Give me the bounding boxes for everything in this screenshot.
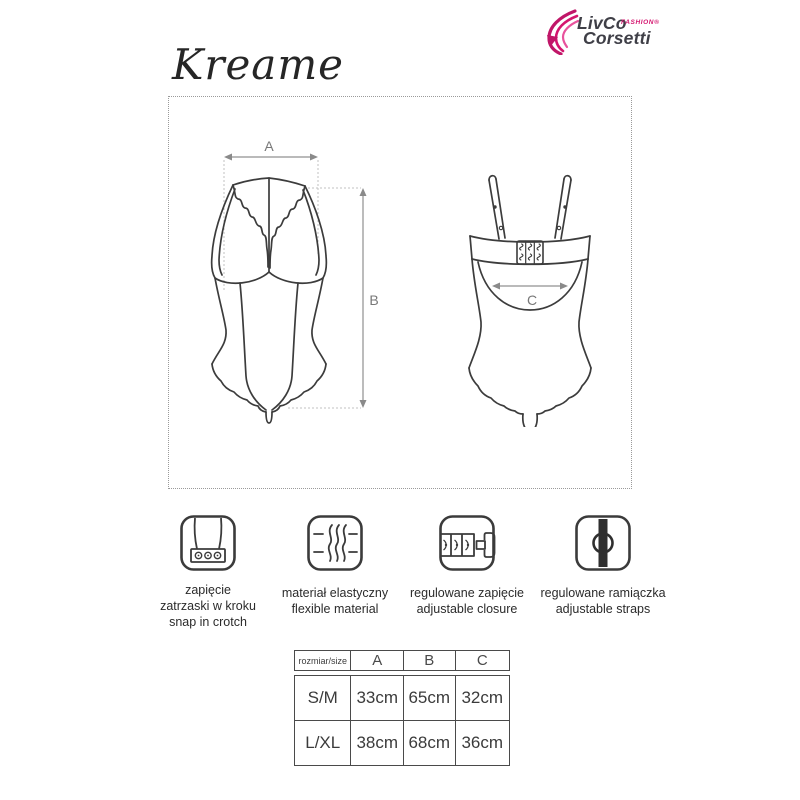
product-title: Kreame bbox=[172, 40, 345, 89]
logo-corsetti-text: Corsetti bbox=[583, 28, 651, 48]
size-table-body bbox=[294, 675, 510, 766]
feature-label-adjustable-straps: regulowane ramiączka adjustable straps bbox=[540, 586, 666, 616]
size-table-header bbox=[294, 650, 510, 671]
value-cell: 33cm bbox=[350, 676, 403, 720]
front-view-drawing bbox=[198, 138, 388, 428]
livco-swoosh-icon bbox=[544, 9, 580, 55]
back-view-drawing bbox=[455, 152, 605, 427]
feature-label-snap-crotch: zapięcie zatrzaski w kroku snap in crotch bbox=[160, 583, 256, 629]
header-cell-b: B bbox=[403, 651, 455, 670]
snap-crotch-icon bbox=[179, 514, 237, 572]
header-cell-c: C bbox=[455, 651, 510, 670]
value-cell: 38cm bbox=[350, 721, 403, 765]
size-cell: S/M bbox=[307, 688, 338, 707]
size-cell: L/XL bbox=[305, 733, 341, 752]
measure-label-c: C bbox=[526, 292, 538, 308]
adjustable-closure-icon bbox=[438, 514, 496, 572]
adjustable-straps-icon bbox=[574, 514, 632, 572]
value-cell: 68cm bbox=[403, 721, 455, 765]
feature-label-flexible-material: materiał elastyczny flexible material bbox=[281, 586, 389, 616]
logo-livco-text: LivCo bbox=[577, 13, 627, 33]
feature-item-adjustable-straps bbox=[574, 514, 632, 577]
value-cell: 32cm bbox=[455, 676, 510, 720]
measure-label-a: A bbox=[264, 138, 274, 154]
value-cell: 36cm bbox=[455, 721, 510, 765]
logo-fashion-text: FASHION® bbox=[621, 19, 660, 26]
table-row-lxl bbox=[295, 720, 509, 765]
feature-label-adjustable-closure: regulowane zapięcie adjustable closure bbox=[410, 586, 524, 616]
flexible-material-icon bbox=[306, 514, 364, 572]
feature-item-adjustable-closure bbox=[438, 514, 496, 577]
value-cell: 65cm bbox=[403, 676, 455, 720]
size-table bbox=[294, 650, 510, 766]
brand-logo bbox=[540, 6, 690, 56]
header-cell-a: A bbox=[350, 651, 403, 670]
feature-item-snap-crotch bbox=[179, 514, 237, 577]
measure-label-b: B bbox=[369, 292, 379, 308]
table-row-sm bbox=[295, 676, 509, 720]
feature-item-flexible-material bbox=[306, 514, 364, 577]
header-cell-size: rozmiar/size bbox=[298, 655, 347, 666]
